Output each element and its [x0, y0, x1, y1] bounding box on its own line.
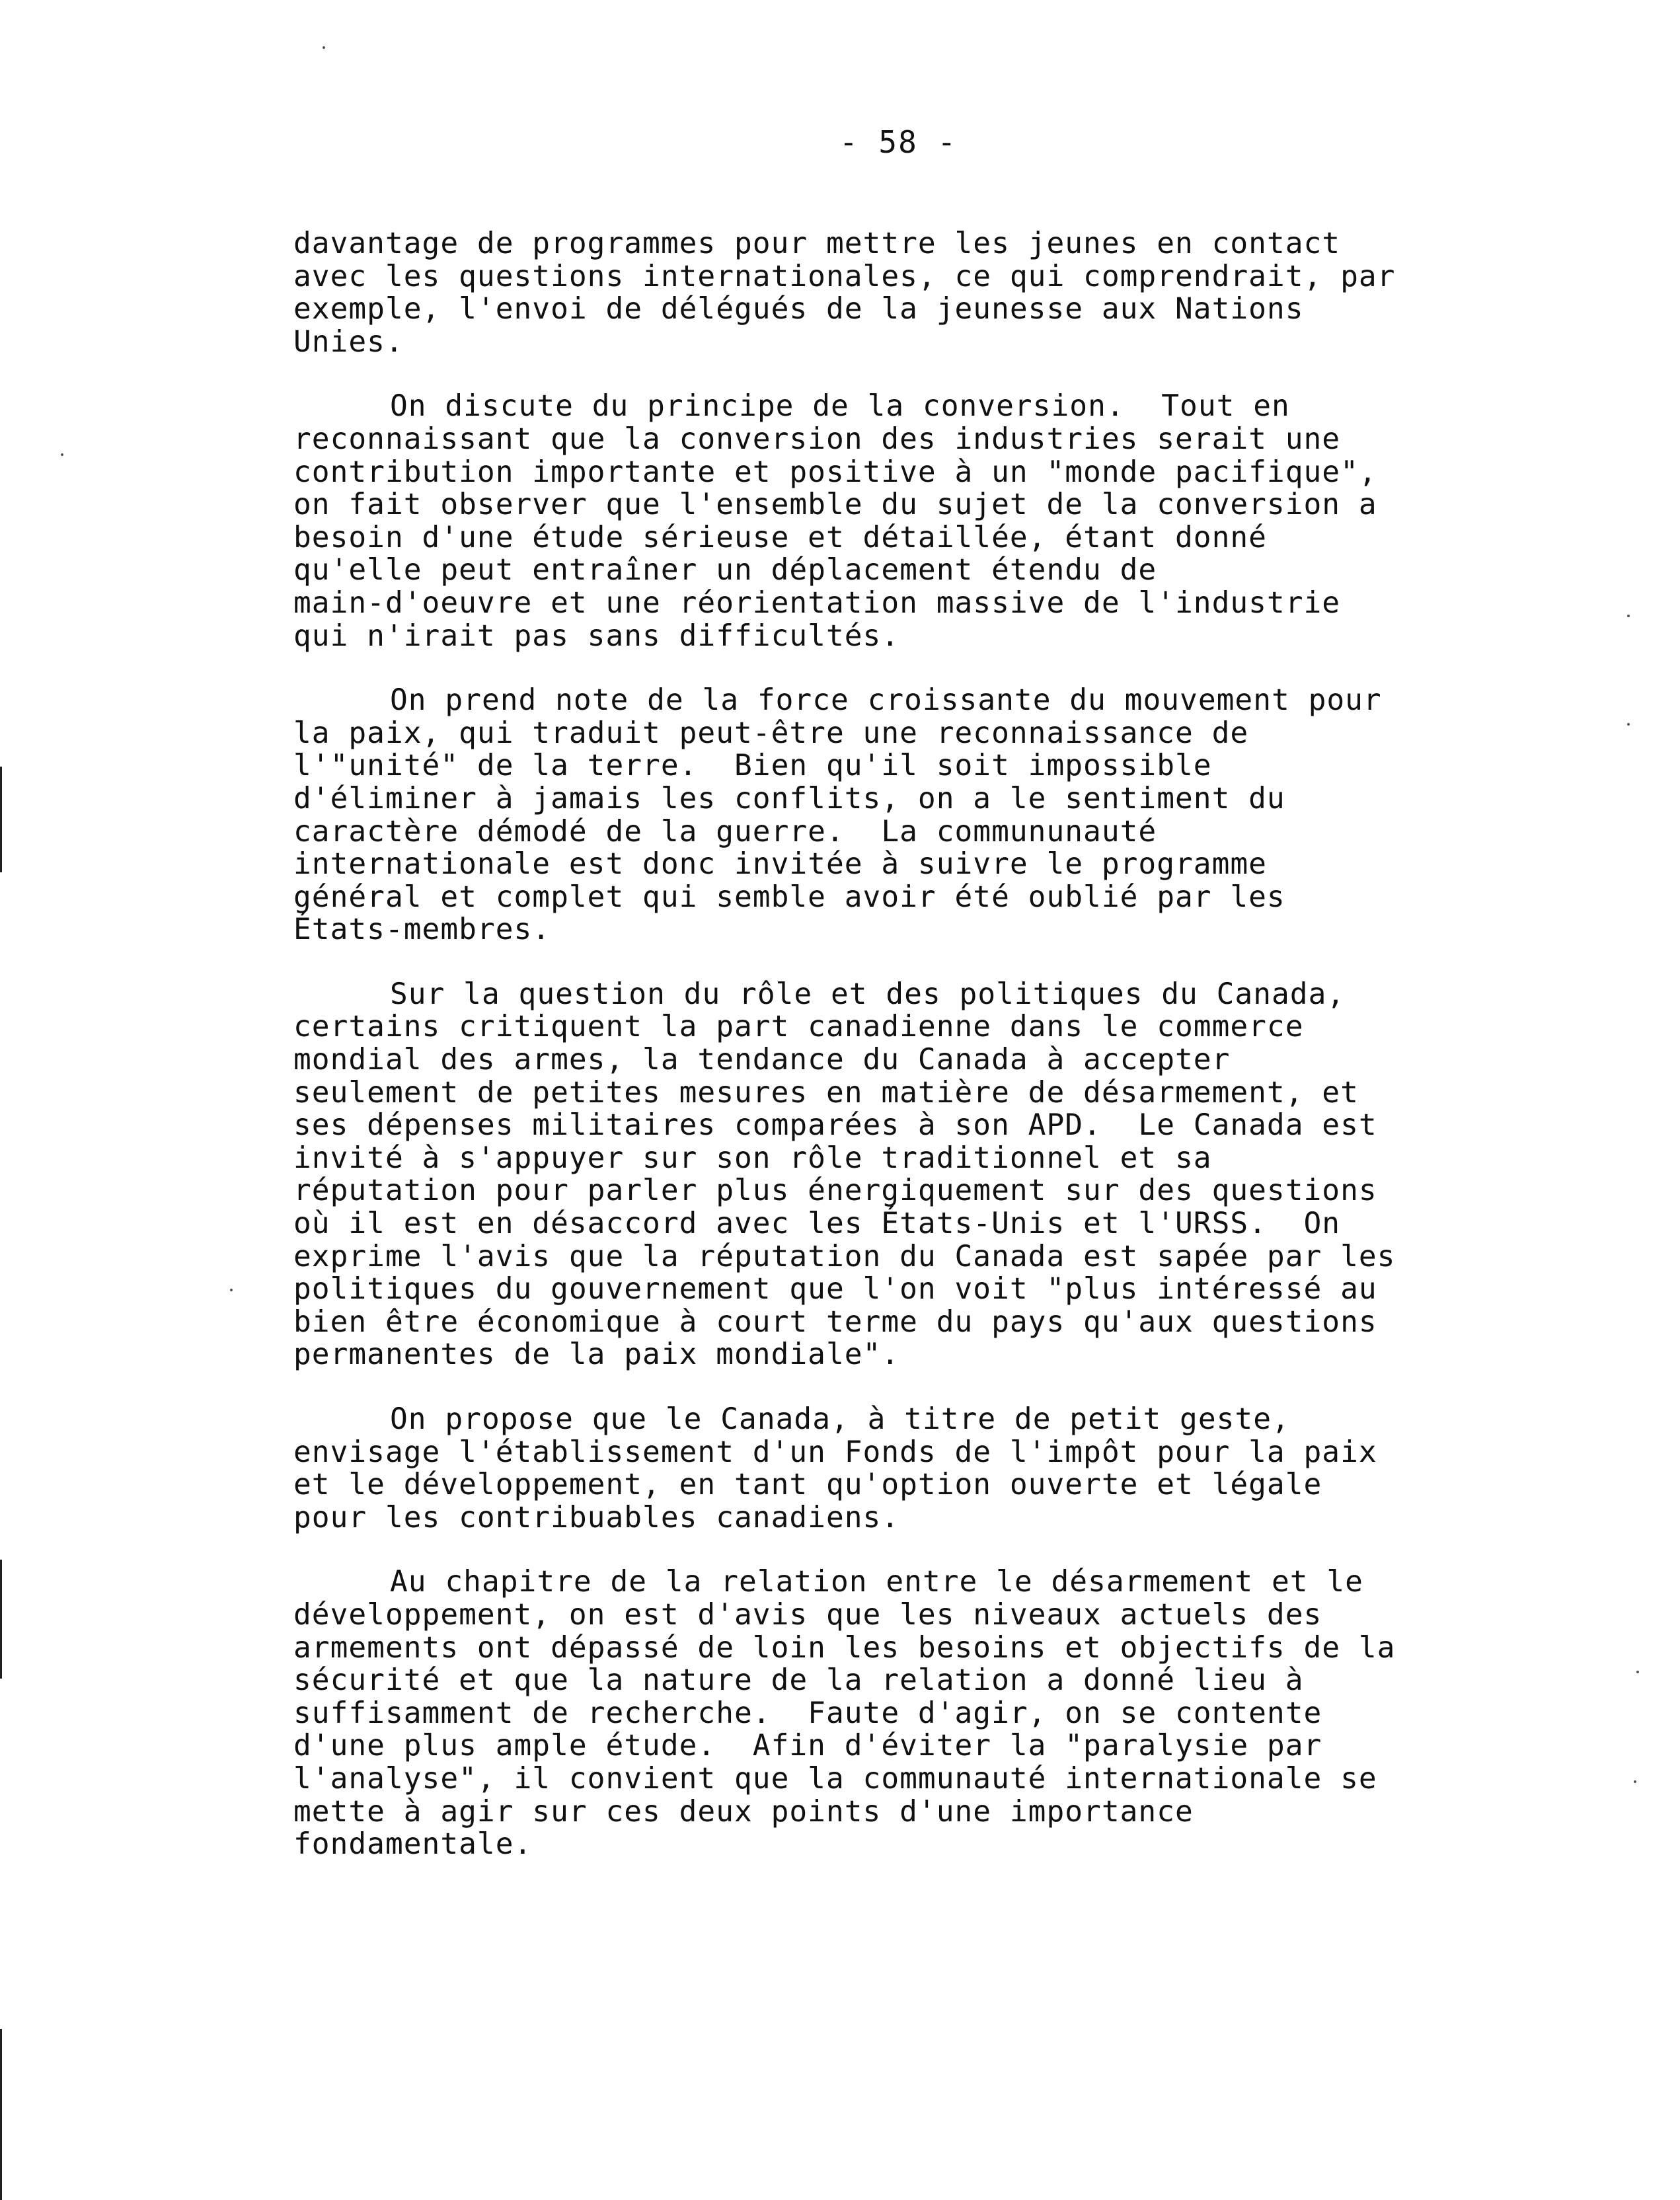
- paragraph: [293, 1403, 1483, 1534]
- text-line: avec les questions internationales, ce qui comprendrait, par: [293, 259, 1396, 293]
- text-line: l'"unité" de la terre. Bien qu'il soit impossible: [293, 749, 1212, 783]
- paragraph: [293, 978, 1483, 1371]
- text-line: fondamentale.: [293, 1827, 533, 1862]
- text-line: permanentes de la paix mondiale".: [293, 1338, 900, 1372]
- text-line: l'analyse", il convient que la communauté internationale se: [293, 1761, 1377, 1796]
- scan-edge-line: [0, 2029, 2, 2200]
- text-line: exemple, l'envoi de délégués de la jeunesse aux Nations: [293, 292, 1304, 326]
- paragraph: [293, 1566, 1483, 1860]
- paragraph: [293, 390, 1483, 652]
- scan-speck: [1634, 1780, 1636, 1783]
- text-line: reconnaissant que la conversion des industries serait une: [293, 422, 1341, 456]
- text-line: d'une plus ample étude. Afin d'éviter la "paralysie par: [293, 1729, 1322, 1763]
- paragraph: [293, 684, 1483, 946]
- text-line: où il est en désaccord avec les États-Unis et l'URSS. On: [293, 1207, 1341, 1241]
- text-line: on fait observer que l'ensemble du sujet de la conversion a: [293, 488, 1377, 522]
- text-line: seulement de petites mesures en matière de désarmement, et: [293, 1075, 1359, 1110]
- text-line: suffisamment de recherche. Faute d'agir, on se contente: [293, 1696, 1322, 1730]
- text-line: besoin d'une étude sérieuse et détaillée, étant donné: [293, 520, 1267, 554]
- scan-speck: [1627, 615, 1630, 617]
- scan-speck: [61, 453, 63, 456]
- page-number: - 58 -: [839, 124, 958, 160]
- text-line: sécurité et que la nature de la relation a donné lieu à: [293, 1663, 1304, 1698]
- text-line: développement, on est d'avis que les niveaux actuels des: [293, 1597, 1322, 1632]
- text-line: qui n'irait pas sans difficultés.: [293, 619, 900, 653]
- text-line: Au chapitre de la relation entre le désarmement et le: [390, 1565, 1363, 1599]
- text-line: davantage de programmes pour mettre les jeunes en contact: [293, 227, 1341, 260]
- text-line: contribution importante et positive à un "monde pacifique",: [293, 455, 1377, 489]
- text-line: certains critiquent la part canadienne dans le commerce: [293, 1010, 1304, 1044]
- text-line: et le développement, en tant qu'option ouverte et légale: [293, 1468, 1322, 1502]
- scan-edge-line: [0, 767, 2, 872]
- paragraph: [293, 227, 1483, 358]
- text-line: politiques du gouvernement que l'on voit "plus intéressé au: [293, 1272, 1377, 1307]
- text-line: États-membres.: [293, 913, 551, 947]
- text-line: général et complet qui semble avoir été oublié par les: [293, 880, 1285, 914]
- text-line: d'éliminer à jamais les conflits, on a le sentiment du: [293, 781, 1285, 816]
- text-line: armements ont dépassé de loin les besoins et objectifs de la: [293, 1630, 1396, 1665]
- text-line: mondial des armes, la tendance du Canada à accepter: [293, 1043, 1231, 1077]
- text-line: main-d'oeuvre et une réorientation massive de l'industrie: [293, 586, 1341, 620]
- body-text: [293, 227, 1483, 1893]
- text-line: Unies.: [293, 324, 404, 359]
- text-line: bien être économique à court terme du pays qu'aux questions: [293, 1305, 1377, 1339]
- text-line: On prend note de la force croissante du mouvement pour: [390, 683, 1382, 718]
- text-line: ses dépenses militaires comparées à son APD. Le Canada est: [293, 1108, 1377, 1143]
- scan-edge-line: [0, 1560, 2, 1679]
- scan-speck: [323, 46, 325, 49]
- text-line: internationale est donc invitée à suivre le programme: [293, 847, 1267, 882]
- scan-speck: [1636, 1671, 1639, 1673]
- text-line: qu'elle peut entraîner un déplacement étendu de: [293, 553, 1157, 588]
- text-line: On discute du principe de la conversion. Tout en: [390, 389, 1290, 424]
- scan-speck: [230, 1289, 233, 1291]
- text-line: la paix, qui traduit peut-être une reconnaissance de: [293, 716, 1249, 750]
- text-line: réputation pour parler plus énergiquement sur des questions: [293, 1174, 1377, 1208]
- text-line: mette à agir sur ces deux points d'une importance: [293, 1794, 1194, 1829]
- text-line: invité à s'appuyer sur son rôle traditionnel et sa: [293, 1141, 1212, 1175]
- text-line: Sur la question du rôle et des politiques du Canada,: [390, 977, 1346, 1011]
- text-line: pour les contribuables canadiens.: [293, 1500, 900, 1535]
- text-line: caractère démodé de la guerre. La commununauté: [293, 814, 1157, 849]
- text-line: On propose que le Canada, à titre de petit geste,: [390, 1402, 1290, 1436]
- text-line: envisage l'établissement d'un Fonds de l'impôt pour la paix: [293, 1435, 1377, 1469]
- text-line: exprime l'avis que la réputation du Canada est sapée par les: [293, 1239, 1396, 1273]
- scan-speck: [1627, 723, 1630, 726]
